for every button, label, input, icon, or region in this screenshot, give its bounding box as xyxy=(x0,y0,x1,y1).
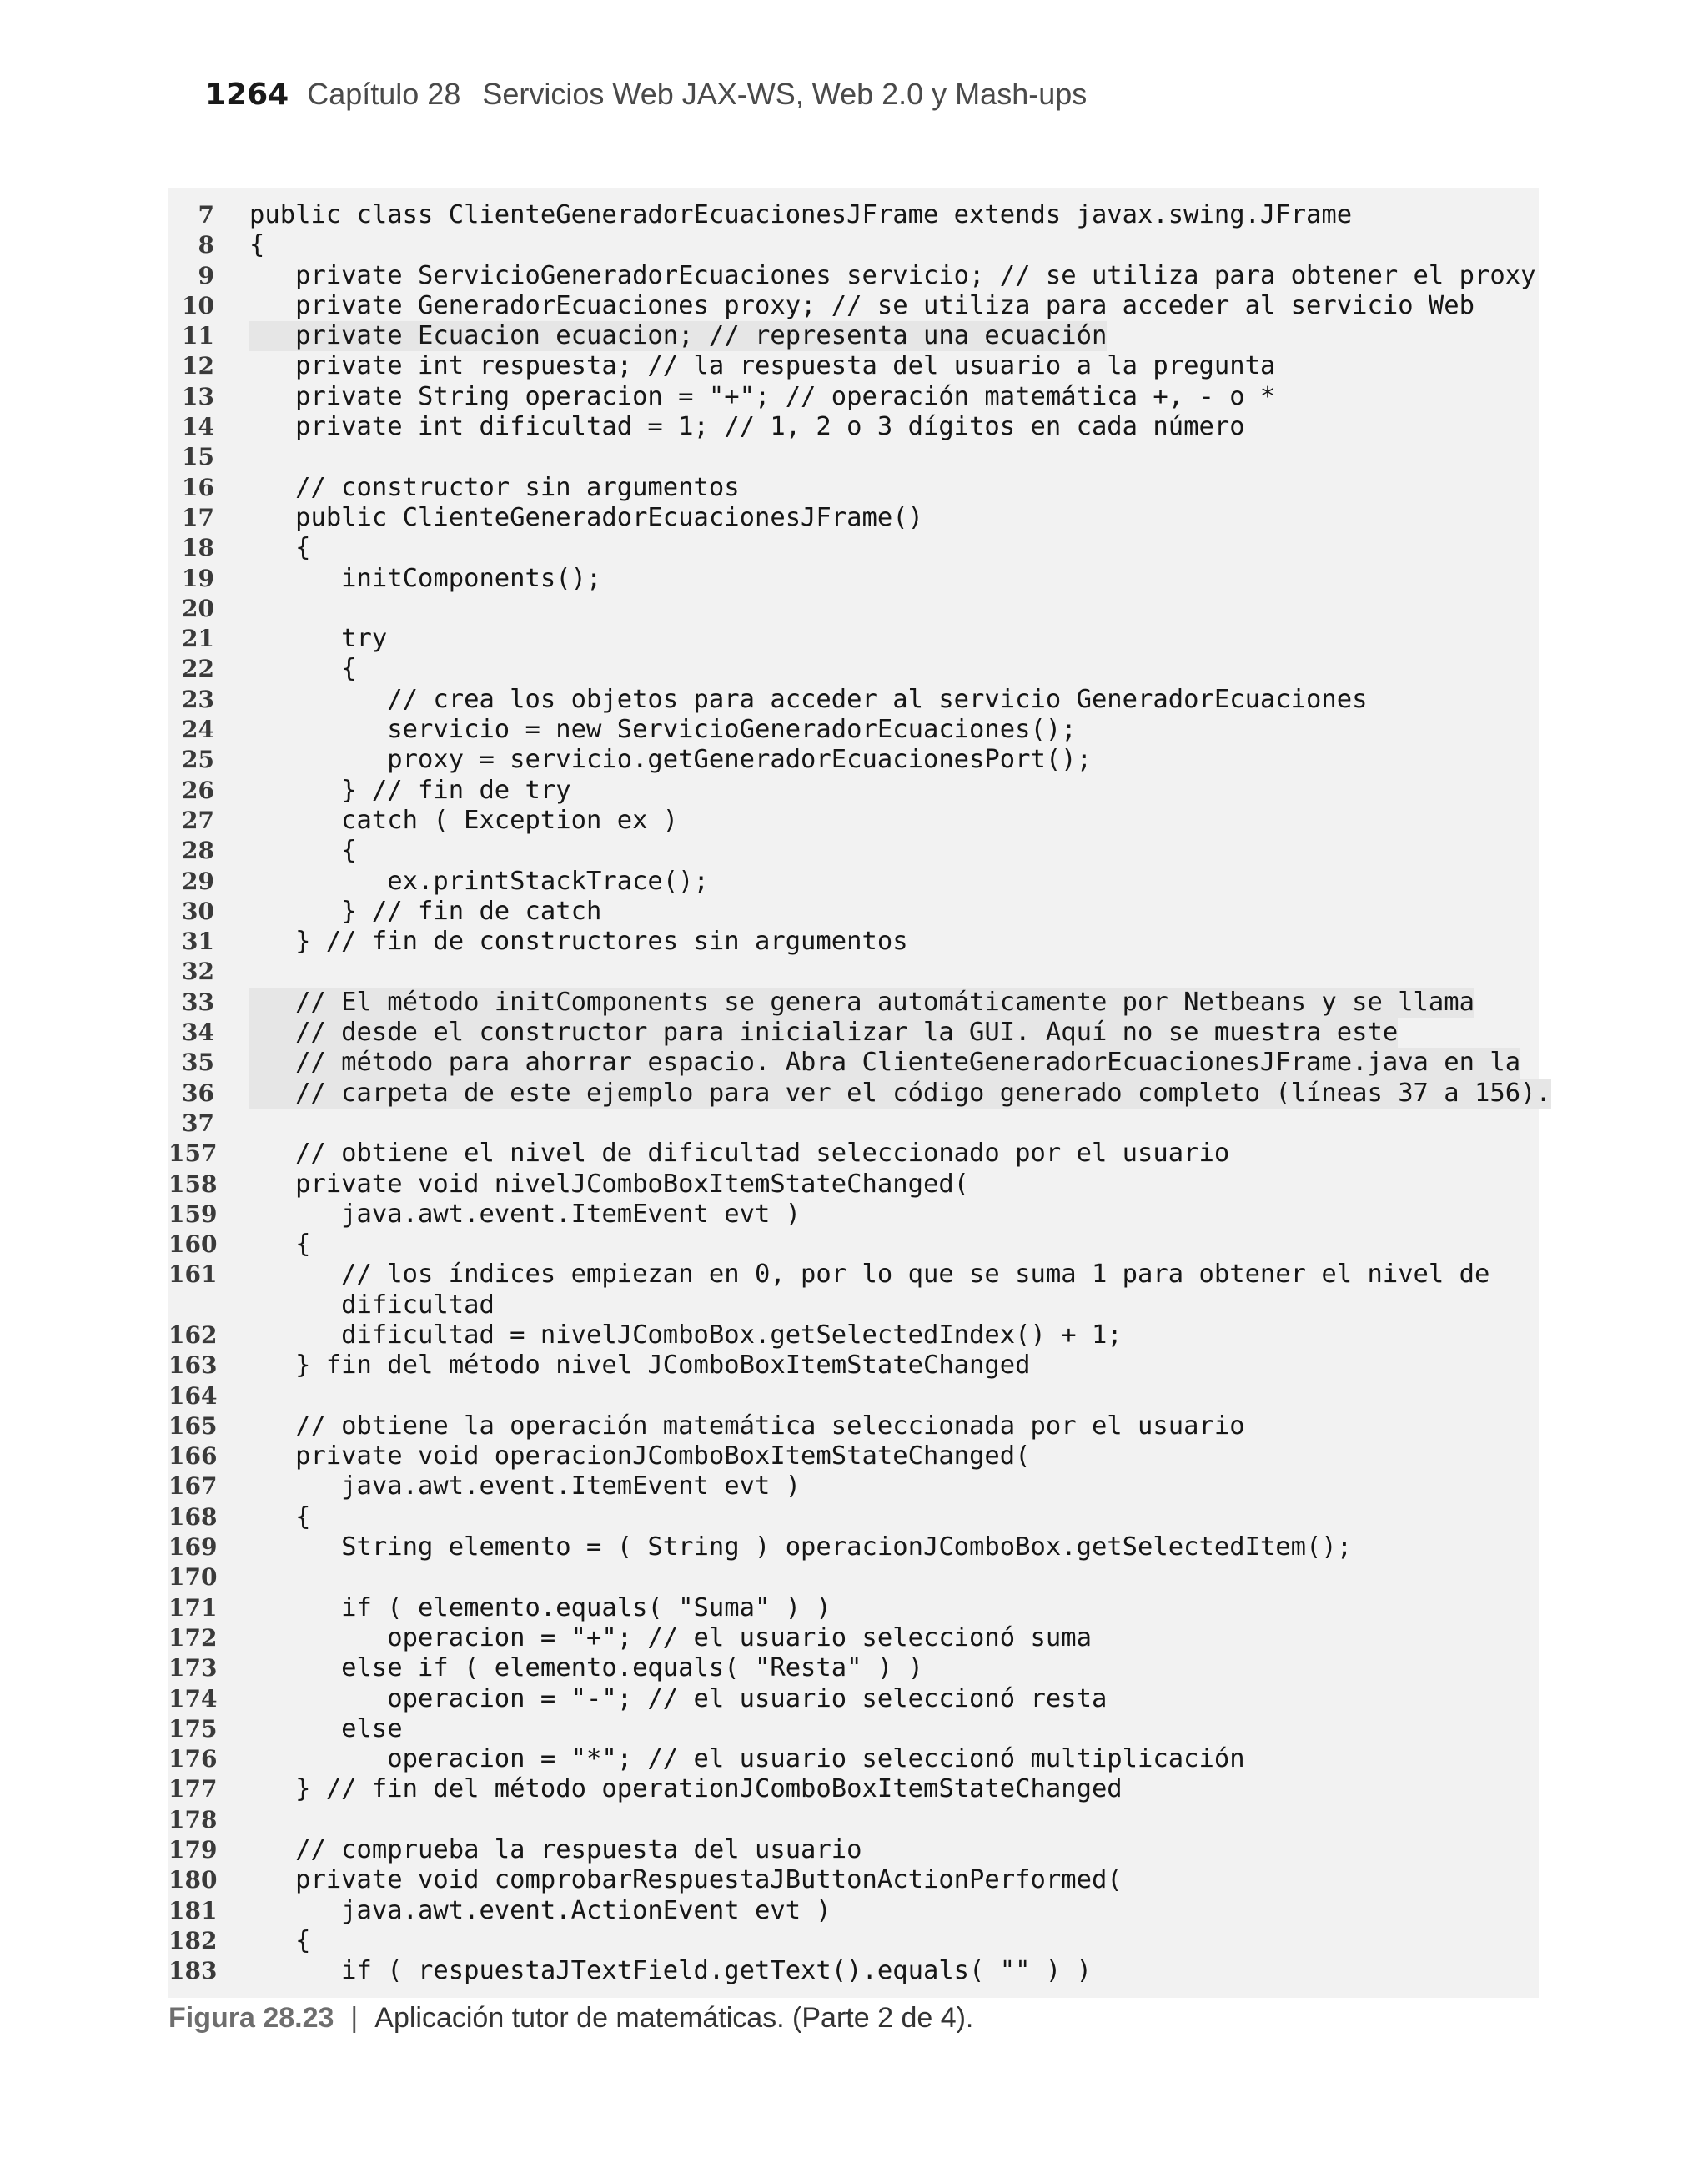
code-text: if ( elemento.equals( "Suma" ) ) xyxy=(249,1592,831,1622)
line-number: 166 xyxy=(168,1442,218,1471)
code-text: // crea los objetos para acceder al servicio GeneradorEcuaciones xyxy=(249,684,1368,714)
code-text: // método para ahorrar espacio. Abra ClienteGeneradorEcuacionesJFrame.java en la xyxy=(249,1048,1521,1078)
code-line xyxy=(168,200,1539,230)
code-text: ex.printStackTrace(); xyxy=(249,866,709,896)
caption-text: Aplicación tutor de matemáticas. (Parte 2 de 4). xyxy=(374,2002,974,2034)
code-text: // obtiene la operación matemática seleccionada por el usuario xyxy=(249,1411,1245,1441)
code-text: // los índices empiezan en 0, por lo que se suma 1 para obtener el nivel de xyxy=(249,1260,1490,1290)
code-line xyxy=(168,1169,1539,1200)
code-line xyxy=(168,776,1539,806)
code-text: java.awt.event.ItemEvent evt ) xyxy=(249,1471,801,1501)
line-number: 22 xyxy=(182,655,214,683)
code-text: operacion = "*"; // el usuario seleccionó multiplicación xyxy=(249,1744,1245,1774)
code-line xyxy=(168,1502,1539,1532)
code-text: { xyxy=(249,1925,311,1955)
code-text: // El método initComponents se genera automáticamente por Netbeans y se llama xyxy=(249,987,1475,1017)
code-text: // comprueba la respuesta del usuario xyxy=(249,1835,862,1865)
code-line xyxy=(168,1774,1539,1804)
line-number: 160 xyxy=(168,1230,218,1259)
line-number: 29 xyxy=(182,867,214,895)
line-number: 174 xyxy=(168,1684,218,1713)
code-line xyxy=(168,1320,1539,1351)
line-number: 157 xyxy=(168,1139,218,1168)
code-line xyxy=(168,1562,1539,1592)
code-text: } // fin de catch xyxy=(249,896,602,926)
code-line xyxy=(168,1381,1539,1411)
line-number: 183 xyxy=(168,1957,218,1985)
line-number: 13 xyxy=(182,382,214,410)
code-line xyxy=(168,867,1539,897)
line-number: 26 xyxy=(182,776,214,804)
line-number: 175 xyxy=(168,1714,218,1743)
line-number: 169 xyxy=(168,1533,218,1562)
code-line xyxy=(168,594,1539,624)
line-number: 162 xyxy=(168,1320,218,1349)
line-number: 12 xyxy=(182,352,214,380)
code-text: { xyxy=(249,836,357,866)
figure-number: Figura 28.23 xyxy=(168,2002,334,2034)
line-number: 30 xyxy=(182,897,214,925)
code-line xyxy=(168,1744,1539,1774)
code-line xyxy=(168,1078,1551,1109)
code-line xyxy=(168,957,1539,987)
figure-caption xyxy=(168,2002,973,2035)
code-text: private Ecuacion ecuacion; // representa una ecuación xyxy=(249,321,1108,351)
code-text: private int respuesta; // la respuesta del usuario a la pregunta xyxy=(249,351,1276,381)
code-line xyxy=(168,1230,1539,1260)
code-text: dificultad = nivelJComboBox.getSelectedIndex() + 1; xyxy=(249,1320,1123,1350)
code-text: operacion = "-"; // el usuario seleccionó resta xyxy=(249,1683,1108,1713)
line-number: 164 xyxy=(168,1381,218,1410)
code-text: } fin del método nivel JComboBoxItemStateChanged xyxy=(249,1351,1031,1381)
code-line xyxy=(168,1532,1539,1562)
code-line xyxy=(168,1048,1539,1078)
line-number: 19 xyxy=(182,564,214,592)
code-line xyxy=(168,291,1539,321)
line-number: 17 xyxy=(182,503,214,531)
line-number: 159 xyxy=(168,1200,218,1228)
chapter-label: Capítulo 28 xyxy=(307,77,461,111)
code-text: public ClienteGeneradorEcuacionesJFrame() xyxy=(249,502,923,532)
line-number: 182 xyxy=(168,1926,218,1954)
code-line xyxy=(168,1956,1539,1986)
code-text: { xyxy=(249,533,311,563)
line-number: 179 xyxy=(168,1836,218,1864)
code-line xyxy=(168,685,1539,715)
code-line xyxy=(168,1926,1539,1956)
code-line xyxy=(168,1896,1539,1926)
code-text: else if ( elemento.equals( "Resta" ) ) xyxy=(249,1653,923,1683)
code-text: // constructor sin argumentos xyxy=(249,472,740,502)
line-number: 24 xyxy=(182,716,214,744)
line-number: 36 xyxy=(182,1079,214,1107)
line-number: 172 xyxy=(168,1623,218,1652)
code-text: // carpeta de este ejemplo para ver el código generado completo (líneas 37 a 156). xyxy=(249,1078,1551,1108)
chapter-title: Servicios Web JAX-WS, Web 2.0 y Mash-ups xyxy=(482,77,1088,111)
code-text: private void operacionJComboBoxItemStateChanged( xyxy=(249,1441,1031,1471)
page-number: 1264 xyxy=(205,78,289,112)
code-text: java.awt.event.ActionEvent evt ) xyxy=(249,1895,831,1925)
code-line xyxy=(168,503,1539,533)
line-number: 168 xyxy=(168,1502,218,1531)
code-line xyxy=(168,1623,1539,1653)
line-number: 21 xyxy=(182,625,214,653)
code-text: public class ClienteGeneradorEcuacionesJFrame extends javax.swing.JFrame xyxy=(249,200,1353,229)
line-number: 16 xyxy=(182,473,214,501)
code-text: initComponents(); xyxy=(249,563,602,593)
code-text: private void nivelJComboBoxItemStateChanged( xyxy=(249,1169,970,1199)
code-line xyxy=(168,1471,1539,1501)
code-line xyxy=(168,836,1539,866)
code-line xyxy=(168,806,1539,836)
line-number: 34 xyxy=(182,1019,214,1047)
line-number: 167 xyxy=(168,1472,218,1501)
code-text: { xyxy=(249,654,357,684)
code-line xyxy=(168,1684,1539,1714)
line-number: 178 xyxy=(168,1805,218,1833)
line-number: 181 xyxy=(168,1896,218,1924)
code-line xyxy=(168,1200,1539,1230)
code-line xyxy=(168,1139,1539,1169)
line-number: 170 xyxy=(168,1563,218,1592)
code-line xyxy=(168,1351,1539,1381)
code-text: proxy = servicio.getGeneradorEcuacionesPort(); xyxy=(249,745,1092,775)
line-number: 161 xyxy=(168,1260,218,1289)
code-listing xyxy=(168,188,1551,1998)
code-text: String elemento = ( String ) operacionJComboBox.getSelectedItem(); xyxy=(249,1532,1353,1562)
line-number: 180 xyxy=(168,1866,218,1894)
code-line xyxy=(168,564,1539,594)
code-line xyxy=(168,1260,1539,1290)
line-number: 171 xyxy=(168,1593,218,1622)
line-number: 14 xyxy=(182,413,214,441)
code-lines xyxy=(168,200,1551,1987)
line-number: 7 xyxy=(198,201,214,229)
code-line xyxy=(168,351,1539,381)
caption-separator: | xyxy=(350,2002,359,2034)
code-line xyxy=(168,1653,1539,1683)
code-text: { xyxy=(249,1230,311,1260)
code-line xyxy=(168,1805,1539,1835)
code-line xyxy=(168,1714,1539,1744)
code-line xyxy=(168,261,1539,291)
code-text: // obtiene el nivel de dificultad seleccionado por el usuario xyxy=(249,1139,1230,1169)
code-text: private int dificultad = 1; // 1, 2 o 3 dígitos en cada número xyxy=(249,412,1245,442)
line-number: 176 xyxy=(168,1745,218,1773)
line-number: 25 xyxy=(182,746,214,774)
line-number: 8 xyxy=(198,231,214,259)
line-number: 27 xyxy=(182,806,214,834)
code-line xyxy=(168,1865,1539,1895)
line-number: 35 xyxy=(182,1049,214,1077)
code-line xyxy=(168,321,1539,351)
code-line xyxy=(168,1018,1539,1048)
line-number: 9 xyxy=(198,261,214,289)
line-number: 15 xyxy=(182,443,214,471)
page-header xyxy=(205,77,1087,112)
line-number: 10 xyxy=(182,291,214,319)
code-text: private String operacion = "+"; // operación matemática +, - o * xyxy=(249,381,1276,411)
code-text: else xyxy=(249,1713,403,1743)
line-number: 33 xyxy=(182,988,214,1016)
code-line xyxy=(168,533,1539,563)
code-text: } // fin del método operationJComboBoxItemStateChanged xyxy=(249,1774,1123,1804)
code-line xyxy=(168,230,1539,260)
code-line xyxy=(168,1441,1539,1471)
line-number: 163 xyxy=(168,1351,218,1380)
code-line xyxy=(168,745,1539,775)
code-line xyxy=(168,382,1539,412)
code-text: try xyxy=(249,624,388,654)
code-line xyxy=(168,715,1539,745)
code-text: catch ( Exception ex ) xyxy=(249,805,679,835)
code-line xyxy=(168,473,1539,503)
code-line xyxy=(168,654,1539,684)
code-text: // desde el constructor para inicializar la GUI. Aquí no se muestra este xyxy=(249,1018,1399,1048)
line-number: 158 xyxy=(168,1169,218,1198)
line-number: 177 xyxy=(168,1775,218,1803)
code-line xyxy=(168,988,1539,1018)
line-number: 18 xyxy=(182,534,214,562)
code-line xyxy=(168,1593,1539,1623)
code-line xyxy=(168,1109,1539,1139)
code-text: private ServicioGeneradorEcuaciones servicio; // se utiliza para obtener el proxy xyxy=(249,260,1536,290)
code-line xyxy=(168,897,1539,927)
code-text: private void comprobarRespuestaJButtonActionPerformed( xyxy=(249,1865,1123,1895)
line-number: 165 xyxy=(168,1411,218,1440)
code-line xyxy=(168,927,1539,957)
code-line xyxy=(168,1835,1539,1865)
line-number: 11 xyxy=(182,322,214,350)
code-text: dificultad xyxy=(249,1290,495,1320)
code-text: servicio = new ServicioGeneradorEcuaciones(); xyxy=(249,715,1077,745)
code-line xyxy=(168,442,1539,472)
code-text: operacion = "+"; // el usuario seleccionó suma xyxy=(249,1622,1092,1652)
line-number: 20 xyxy=(182,594,214,622)
code-text: } // fin de constructores sin argumentos xyxy=(249,927,908,957)
code-text: private GeneradorEcuaciones proxy; // se utiliza para acceder al servicio Web xyxy=(249,290,1475,320)
code-text: java.awt.event.ItemEvent evt ) xyxy=(249,1199,801,1229)
line-number: 37 xyxy=(182,1109,214,1137)
line-number: 173 xyxy=(168,1654,218,1683)
code-text: if ( respuestaJTextField.getText().equals( "" ) ) xyxy=(249,1956,1092,1986)
line-number: 31 xyxy=(182,928,214,956)
line-number: 28 xyxy=(182,837,214,865)
code-line xyxy=(168,1290,1539,1320)
code-line xyxy=(168,624,1539,654)
code-line xyxy=(168,412,1539,442)
line-number: 32 xyxy=(182,958,214,986)
code-text: { xyxy=(249,230,265,260)
code-line xyxy=(168,1411,1539,1441)
line-number: 23 xyxy=(182,685,214,713)
code-text: } // fin de try xyxy=(249,775,571,805)
code-text: { xyxy=(249,1501,311,1532)
